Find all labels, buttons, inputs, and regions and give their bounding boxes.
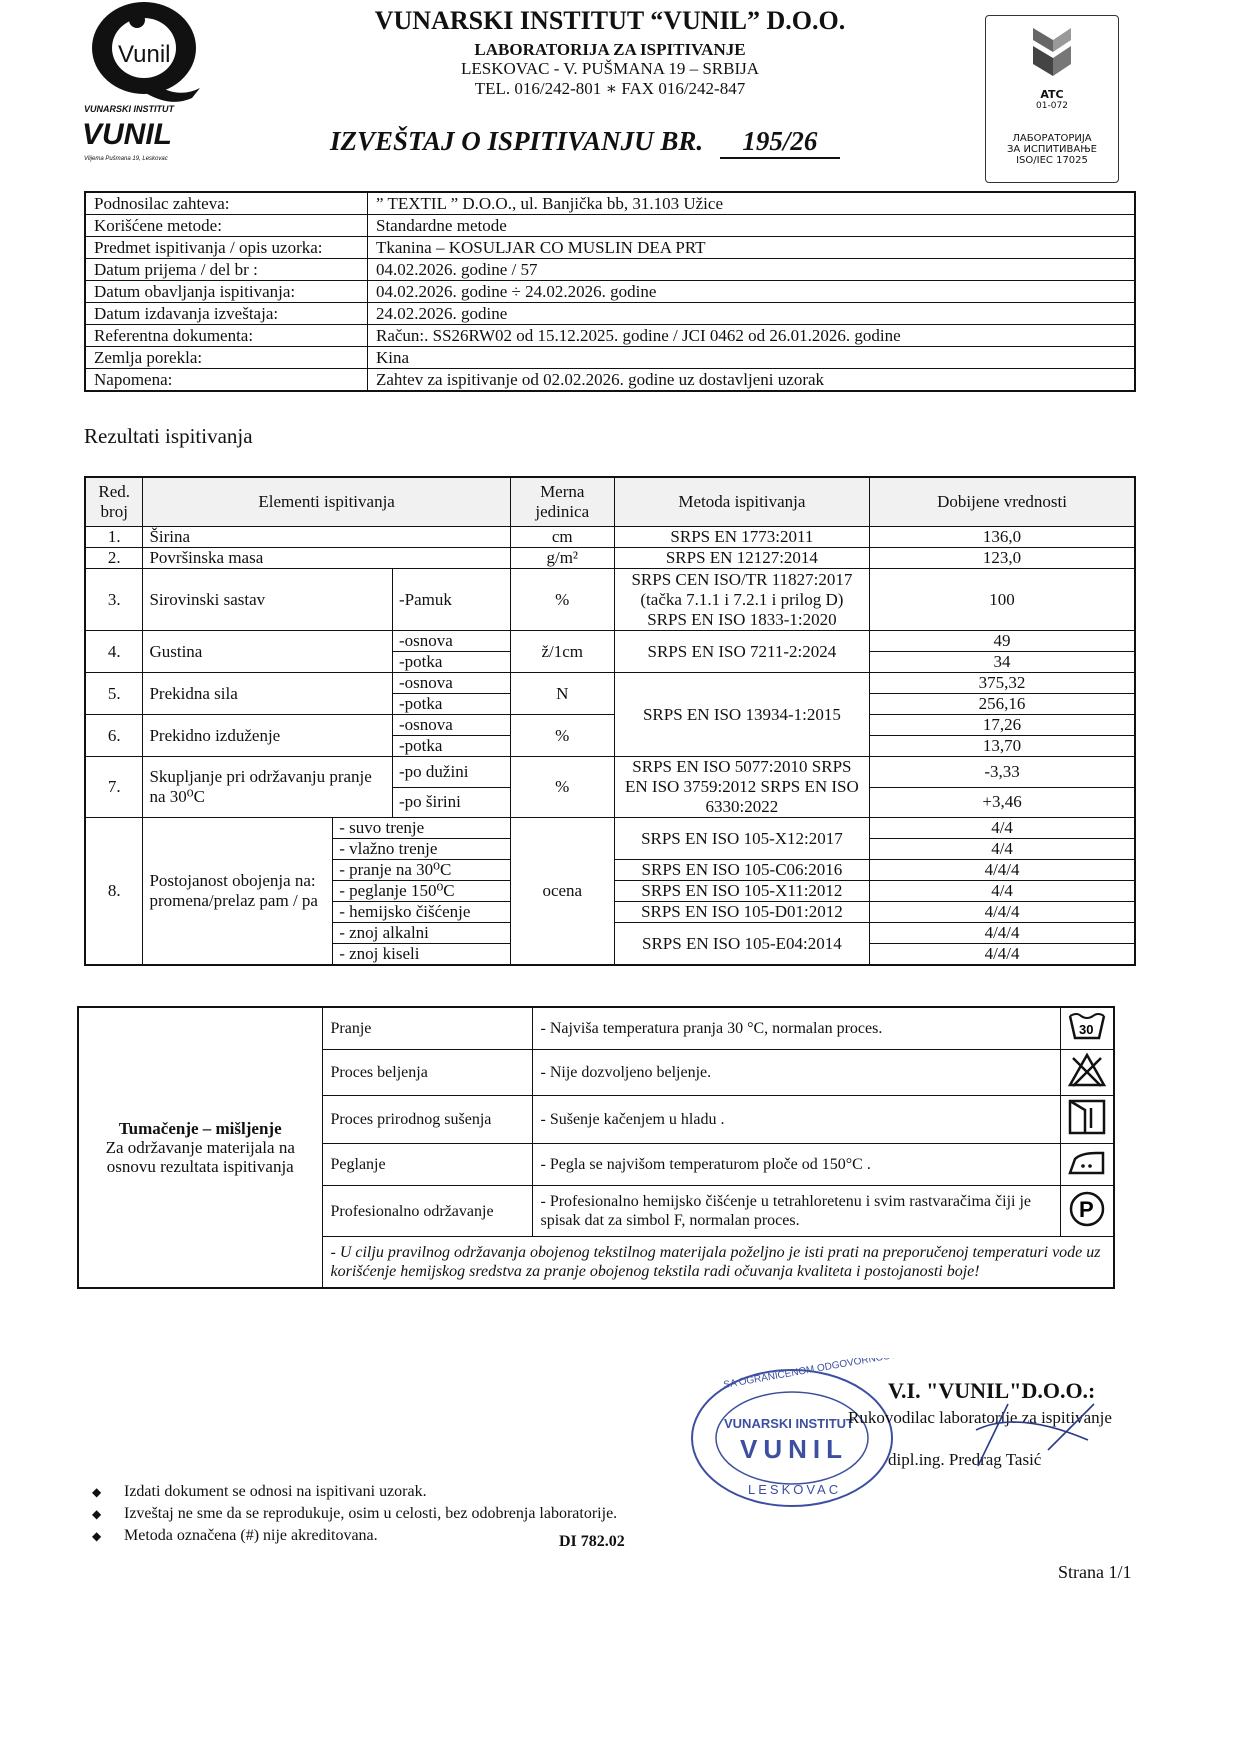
report-title (330, 126, 840, 159)
info-value: 04.02.2026. godine ÷ 24.02.2026. godine (368, 281, 1136, 303)
results-table (84, 476, 1136, 966)
report-number: 195/26 (720, 126, 840, 159)
row-value: 34 (870, 652, 1135, 673)
care-label: Profesionalno održavanje (322, 1186, 532, 1237)
interpretation-title: Tumačenje – mišljenje (118, 1119, 282, 1138)
row-method: SRPS EN ISO 105-D01:2012 (614, 902, 869, 923)
logo-brand-text: Vunil (118, 41, 171, 68)
care-text: - Profesionalno hemijsko čišćenje u tetrahloretenu i svim rastvaračima čiji je spisak dat za simbol F, normalan proces. (532, 1186, 1061, 1237)
atc-number: 01-072 (1036, 101, 1068, 111)
info-row (85, 369, 1135, 392)
info-row (85, 303, 1135, 325)
care-text: - Najviša temperatura pranja 30 °C, normalan proces. (532, 1007, 1061, 1050)
table-row (85, 569, 1135, 631)
row-subelement: -Pamuk (393, 569, 511, 631)
row-no: 7. (85, 757, 143, 818)
care-note: - U cilju pravilnog održavanja obojenog tekstilnog materijala poželjno je isti prati na preporučenoj temperaturi vode uz korišćenje hemijskog sredstva za pranje obojenog tekstila radi očuvanja kvaliteta i postojanosti boje! (322, 1237, 1114, 1289)
info-value: ” TEXTIL ” D.O.O., ul. Banjička bb, 31.103 Užice (368, 192, 1136, 215)
row-method: SRPS EN ISO 105-X11:2012 (614, 881, 869, 902)
row-subelement: - vlažno trenje (333, 839, 511, 860)
official-stamp (688, 1358, 910, 1518)
accreditation-badge (985, 15, 1119, 183)
row-method: SRPS EN ISO 5077:2010 SRPS EN ISO 3759:2012 SRPS EN ISO 6330:2022 (614, 757, 869, 818)
info-label: Datum izdavanja izveštaja: (85, 303, 368, 325)
row-value: 4/4 (870, 818, 1135, 839)
row-subelement: -potka (393, 694, 511, 715)
row-element: Širina (143, 527, 510, 548)
row-subelement: - peglanje 150⁰C (333, 881, 511, 902)
row-value: 375,32 (870, 673, 1135, 694)
report-title-text: IZVEŠTAJ O ISPITIVANJU BR. (330, 126, 704, 156)
row-no: 1. (85, 527, 143, 548)
svg-text:LESKOVAC: LESKOVAC (748, 1482, 842, 1497)
signature-name: dipl.ing. Predrag Tasić (888, 1450, 1042, 1469)
info-value: Račun:. SS26RW02 od 15.12.2025. godine / JCI 0462 od 26.01.2026. godine (368, 325, 1136, 347)
care-label: Pranje (322, 1007, 532, 1050)
logo-wordmark: VUNIL (82, 118, 172, 151)
signature-role: Rukovodilac laboratorije za ispitivanje (848, 1408, 1112, 1427)
table-row (85, 673, 1135, 694)
page-number: Strana 1/1 (1058, 1562, 1132, 1582)
row-value: 100 (870, 569, 1135, 631)
row-value: 4/4/4 (870, 860, 1135, 881)
col-element: Elementi ispitivanja (143, 477, 510, 527)
care-label: Proces prirodnog sušenja (322, 1096, 532, 1144)
request-info-table (84, 191, 1136, 392)
info-label: Zemlja porekla: (85, 347, 368, 369)
row-value: 49 (870, 631, 1135, 652)
table-row (85, 715, 1135, 736)
handwritten-signature-icon (948, 1400, 1098, 1470)
wash-30-icon (1061, 1007, 1115, 1050)
svg-text:SA OGRANIČENOM ODGOVORNOŠĆU: SA OGRANIČENOM ODGOVORNOŠĆU (722, 1358, 906, 1391)
row-subelement: -osnova (393, 673, 511, 694)
info-row (85, 347, 1135, 369)
info-label: Referentna dokumenta: (85, 325, 368, 347)
row-method: SRPS EN ISO 7211-2:2024 (614, 631, 869, 673)
laboratory-name: LABORATORIJA ZA ISPITIVANJE (474, 39, 746, 59)
atc-line3: ISO/IEC 17025 (1016, 155, 1088, 166)
footnote-item: ◆ Izveštaj ne sme da se reprodukuje, osim u celosti, bez odobrenja laboratorije. (92, 1503, 617, 1525)
row-method: SRPS EN ISO 105-X12:2017 (614, 818, 869, 860)
row-value: 4/4/4 (870, 944, 1135, 966)
logo-caption: VUNARSKI INSTITUT (84, 104, 174, 114)
svg-text:P: P (1079, 1196, 1094, 1222)
row-subelement: - suvo trenje (333, 818, 511, 839)
footnote-item: ◆ Izdati dokument se odnosi na ispitivani uzorak. (92, 1481, 617, 1503)
row-subelement: - znoj alkalni (333, 923, 511, 944)
care-text: - Pegla se najvišom temperaturom ploče od 150°C . (532, 1144, 1061, 1186)
row-value: 17,26 (870, 715, 1135, 736)
info-value: Zahtev za ispitivanje od 02.02.2026. godine uz dostavljeni uzorak (368, 369, 1136, 392)
row-method: SRPS EN 12127:2014 (614, 548, 869, 569)
row-no: 2. (85, 548, 143, 569)
dry-clean-p-icon (1061, 1186, 1115, 1237)
institute-name: VUNARSKI INSTITUT “VUNIL” D.O.O. (374, 6, 846, 35)
row-value: 136,0 (870, 527, 1135, 548)
row-value: 256,16 (870, 694, 1135, 715)
footnotes (52, 1481, 617, 1547)
row-subelement: -osnova (393, 631, 511, 652)
row-method: SRPS CEN ISO/TR 11827:2017 (tačka 7.1.1 i 7.2.1 i prilog D) SRPS EN ISO 1833-1:2020 (614, 569, 869, 631)
row-subelement: - hemijsko čišćenje (333, 902, 511, 923)
row-subelement: -potka (393, 736, 511, 757)
row-method: SRPS EN ISO 13934-1:2015 (614, 673, 869, 757)
institute-header (300, 6, 920, 99)
row-element: Prekidna sila (143, 673, 393, 715)
row-value: 4/4/4 (870, 902, 1135, 923)
row-unit: g/m² (510, 548, 614, 569)
row-subelement: - pranje na 30⁰C (333, 860, 511, 881)
col-no: Red. broj (85, 477, 143, 527)
info-row (85, 281, 1135, 303)
table-row (85, 757, 1135, 788)
row-subelement: -po dužini (393, 757, 511, 788)
row-unit: N (510, 673, 614, 715)
care-text: - Sušenje kačenjem u hladu . (532, 1096, 1061, 1144)
care-interpretation-table (77, 1006, 1115, 1289)
document-id: DI 782.02 (559, 1533, 625, 1550)
care-label: Peglanje (322, 1144, 532, 1186)
row-unit: % (510, 757, 614, 818)
row-element: Gustina (143, 631, 393, 673)
row-subelement: - znoj kiseli (333, 944, 511, 966)
col-unit: Merna jedinica (510, 477, 614, 527)
row-unit: % (510, 715, 614, 757)
row-value: +3,46 (870, 787, 1135, 818)
info-row (85, 259, 1135, 281)
row-value: 4/4/4 (870, 923, 1135, 944)
row-method: SRPS EN 1773:2011 (614, 527, 869, 548)
svg-text:VUNIL: VUNIL (740, 1434, 848, 1464)
row-no: 8. (85, 818, 143, 966)
info-label: Datum prijema / del br : (85, 259, 368, 281)
info-label: Predmet ispitivanja / opis uzorka: (85, 237, 368, 259)
table-row (85, 818, 1135, 839)
atc-mark-icon (1027, 24, 1077, 80)
atc-line2: ЗА ИСПИТИВАЊЕ (1007, 144, 1097, 155)
info-label: Napomena: (85, 369, 368, 392)
care-text: - Nije dozvoljeno beljenje. (532, 1050, 1061, 1096)
stamp-seal-icon (688, 1358, 910, 1518)
logo-address: Vlijema Pušmana 19, Leskovac (84, 156, 168, 162)
results-heading: Rezultati ispitivanja (84, 424, 253, 448)
iron-150-icon (1061, 1144, 1115, 1186)
row-unit: ž/1cm (510, 631, 614, 673)
info-row (85, 215, 1135, 237)
info-value: Standardne metode (368, 215, 1136, 237)
interpretation-label (78, 1007, 322, 1288)
row-no: 5. (85, 673, 143, 715)
institute-logo (82, 0, 207, 162)
row-no: 3. (85, 569, 143, 631)
svg-text:VUNARSKI INSTITUT: VUNARSKI INSTITUT (724, 1416, 854, 1431)
row-no: 6. (85, 715, 143, 757)
line-dry-shade-icon (1061, 1096, 1115, 1144)
row-subelement: -potka (393, 652, 511, 673)
info-label: Korišćene metode: (85, 215, 368, 237)
col-value: Dobijene vrednosti (870, 477, 1135, 527)
care-row (78, 1007, 1114, 1050)
info-label: Datum obavljanja ispitivanja: (85, 281, 368, 303)
care-label: Proces beljenja (322, 1050, 532, 1096)
results-header-row (85, 477, 1135, 527)
signature-company: V.I. "VUNIL"D.O.O.: (888, 1378, 1096, 1403)
footnote-item: ◆ Metoda označena (#) nije akreditovana. (92, 1525, 617, 1547)
info-label: Podnosilac zahteva: (85, 192, 368, 215)
row-value: 13,70 (870, 736, 1135, 757)
row-method: SRPS EN ISO 105-C06:2016 (614, 860, 869, 881)
atc-code: ATC (1040, 88, 1064, 101)
row-value: -3,33 (870, 757, 1135, 788)
row-unit: ocena (510, 818, 614, 966)
row-element: Postojanost obojenja na: promena/prelaz pam / pa (143, 818, 333, 966)
row-subelement: -osnova (393, 715, 511, 736)
table-row (85, 527, 1135, 548)
row-unit: % (510, 569, 614, 631)
table-row (85, 631, 1135, 652)
info-row (85, 192, 1135, 215)
info-row (85, 237, 1135, 259)
row-element: Sirovinski sastav (143, 569, 393, 631)
row-element: Površinska masa (143, 548, 510, 569)
info-value: Kina (368, 347, 1136, 369)
row-unit: cm (510, 527, 614, 548)
row-value: 4/4 (870, 839, 1135, 860)
row-value: 4/4 (870, 881, 1135, 902)
row-element: Skupljanje pri održavanju pranje na 30⁰C (143, 757, 393, 818)
atc-line1: ЛАБОРАТОРИЈА (1012, 133, 1092, 144)
row-subelement: -po širini (393, 787, 511, 818)
table-row (85, 548, 1135, 569)
no-bleach-icon (1061, 1050, 1115, 1096)
info-value: 24.02.2026. godine (368, 303, 1136, 325)
info-row (85, 325, 1135, 347)
info-value: Tkanina – KOSULJAR CO MUSLIN DEA PRT (368, 237, 1136, 259)
row-method: SRPS EN ISO 105-E04:2014 (614, 923, 869, 966)
row-no: 4. (85, 631, 143, 673)
row-element: Prekidno izduženje (143, 715, 393, 757)
row-value: 123,0 (870, 548, 1135, 569)
info-value: 04.02.2026. godine / 57 (368, 259, 1136, 281)
svg-text:30: 30 (1079, 1022, 1094, 1037)
institute-phone: TEL. 016/242-801 ∗ FAX 016/242-847 (474, 78, 746, 98)
institute-address: LESKOVAC - V. PUŠMANA 19 – SRBIJA (460, 59, 760, 79)
col-method: Metoda ispitivanja (614, 477, 869, 527)
interpretation-subtitle: Za održavanje materijala na osnovu rezultata ispitivanja (105, 1138, 295, 1176)
vunil-q-logo-icon (82, 0, 207, 162)
